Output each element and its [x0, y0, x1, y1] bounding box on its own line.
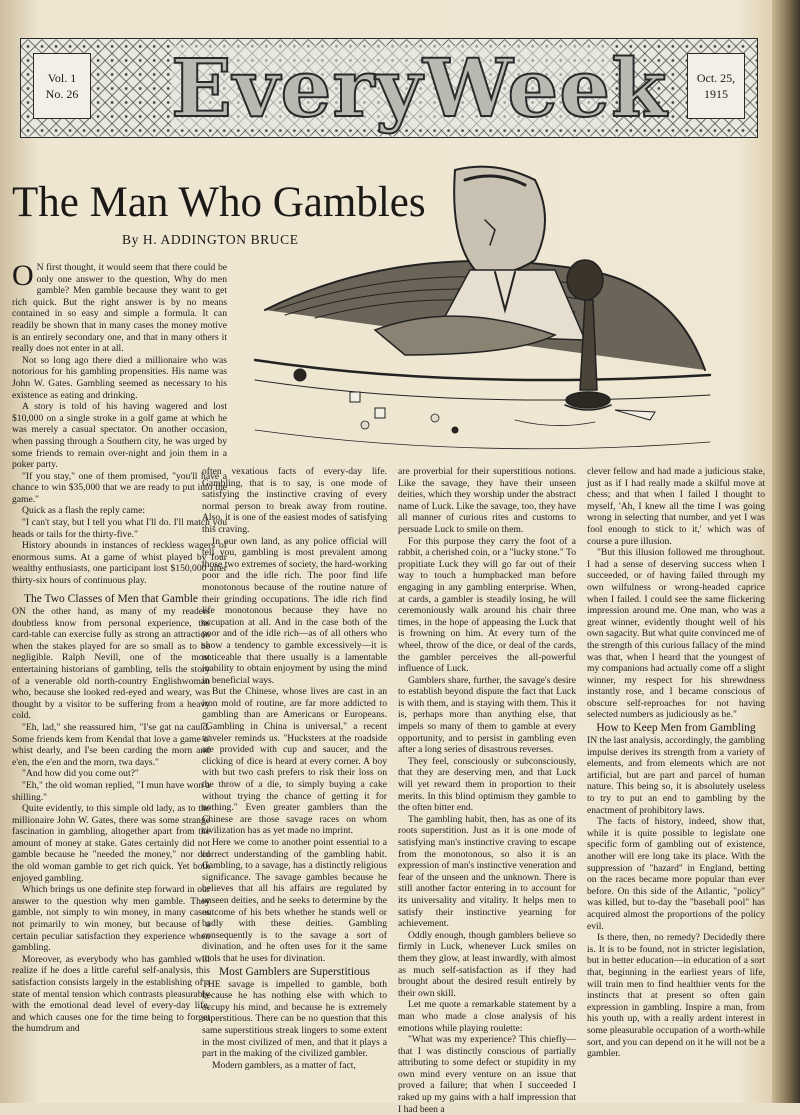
paragraph: "What was my experience? This chiefly—that I was distinctly conscious of partially attributing to some defect or stupidity in my own mind every venture on an issue that proved a failure; that when I succeeded I raked up my gains with a half impression that I had been a: [398, 1034, 576, 1115]
issue-date-year: 1915: [704, 87, 728, 101]
paragraph: The facts of history, indeed, show that, while it is quite possible to legislate one specific form of gambling out of existence, another will ere long take its place. With the suppression of "hazard" in England, betting on the races became more popular than ever before. On this side of the Atlantic, "policy" was killed, but to-day the "baseball pool" has acquired almost the proportions of the policy evil.: [587, 816, 765, 932]
volume-box: [33, 53, 91, 119]
article-title: The Man Who Gambles: [12, 179, 426, 226]
paragraph: But the Chinese, whose lives are cast in an iron mold of routine, are far more addicted to gambling than are Americans or Europeans. "Gambling in China is universal," a recent traveler reminds us. "Hucksters at the roadside are provided with cup and saucer, and the clicking of dice is heard at every corner. A boy with but two cash prefers to risk their loss on the throw of a die, to simply buying a cake without trying the chance of getting it for nothing." Even greater gamblers than the Chinese are those savage races on whom civilization has as yet made no imprint.: [202, 686, 387, 837]
paragraph: Gamblers share, further, the savage's desire to establish beyond dispute the fact that Luck is with them, and is staying with them. This it is, perhaps more than anything else, that impels so many of them to gamble at every opportunity, and to persist in gambling even after a long series of disastrous reverses.: [398, 674, 576, 756]
paragraph: "I can't stay, but I tell you what I'll do. I'll match you heads or tails for the thirty-five.": [12, 517, 227, 540]
paragraph: Let me quote a remarkable statement by a man who made a close analysis of his emotions while playing roulette:: [398, 999, 576, 1034]
section-heading: Most Gamblers are Superstitious: [218, 965, 371, 978]
paragraph: In our own land, as any police official will tell you, gambling is most prevalent among those two extremes of society, the hard-working poor and the idle rich. The poor find life monotonous because of the routine nature of their grinding occupations. The idle rich find life monotonous because they have no occupation at all. And in the case both of the poor and of the idle rich—as of all others who show a tendency to gamble excessively—it is noticeable that there usually is a lamentable inability to obtain enjoyment by using the mind in beneficial ways.: [202, 535, 387, 686]
magazine-title: EveryWeek: [171, 41, 668, 135]
masthead: [20, 38, 758, 138]
section-heading: The Two Classes of Men that Gamble: [23, 593, 198, 605]
paragraph: "Eh," the old woman replied, "I mun have won a shilling.": [12, 779, 210, 803]
paragraph: Moreover, as everybody who has gambled will realize if he does a little careful self-analysis, this satisfaction consists largely in the establishing of a state of mental tension which contrasts pleasurably with the emotional dead level of every-day life, and which causes one for the time being to forget the humdrum and: [12, 953, 210, 1035]
paragraph: For this purpose they carry the foot of a rabbit, a cherished coin, or a "lucky stone." To propitiate Luck they will go far out of their way to touch a humpbacked man before engaging in any gambling enterprise. When, at cards, a gambler is steadily losing, he will ceremoniously walk around his chair three times, in the hope of appeasing the Luck that is frowning on him. At every turn of the wheel, throw of the dice, or deal of the cards, the gambler perceives the all-powerful influence of Luck.: [398, 535, 576, 675]
paragraph: Quite evidently, to this simple old lady, as to the millionaire John W. Gates, there was some strange fascination in gambling, altogether apart from the amount of money at stake. Gates certainly did not gamble because he "needed the money," nor did the old woman gamble to get rich quick. Yet both enjoyed gambling.: [12, 803, 210, 884]
paragraph: "But this illusion followed me throughout. I had a sense of deserving success when I succeeded, or of having failed through my own wilfulness or wrong-headed caprice when I failed. I could see the same flickering impression around me. One man, who was a great winner, evidently thought well of his own sagacity. But what quite convinced me of the strength of this curious fallacy of the mind was that, when I heard that the youngest of my companions had actually come off a slight winner, my respect for his shrewdness instantly rose, and I became conscious of obscure self-reproaches for not having selected numbers as judiciously as he.": [587, 547, 765, 721]
paragraph: "And how did you come out?": [22, 768, 139, 780]
paragraph: clever fellow and had made a judicious stake, just as if I had really made a skilful move at chess; and that when I failed I thought to myself, 'Ah, I knew all the time I was going wrong in selecting that number, and yet I was fool enough to stick to it,' which was of course a pure illusion.: [587, 466, 765, 547]
gambler-illustration: [255, 160, 710, 465]
paragraph: "If you stay," one of them promised, "you'll have a chance to win $35,000 that we are ready to put into the game.": [12, 470, 227, 505]
paragraph: "Eh, lad," she reassured him, "I'se gat na cauld. Some friends kem from Kendal that love a game o' whist dearly, and I'se been carding the morn and e'en, the e'en and the morn, twa days.": [12, 721, 210, 768]
column-1-lower: [12, 592, 210, 1102]
paragraph: History abounds in instances of reckless wagers of enormous sums. At a game of whist played by four wealthy enthusiasts, one participant lost $150,000 after thirty-six hours of continuous play.: [12, 540, 227, 587]
issue-date-day: Oct. 25,: [696, 71, 736, 85]
paragraph: A story is told of his having wagered and lost $10,000 on a single stroke in a golf game at which he was merely a casual spectator. On another occasion, when passing through a Southern city, he was urged by some friends to remain over-night and join them in a poker party.: [12, 401, 227, 471]
paragraph: often vexatious facts of every-day life. Gambling, that is to say, is one mode of satisfying the instinctive craving of every normal person to break away from routine. Also, it is one of the easiest modes of satisfying this craving.: [202, 466, 387, 535]
paragraph: Oddly enough, though gamblers believe so firmly in Luck, whenever Luck smiles on them they glow, at least inwardly, with almost as much self-satisfaction as if they had brought about the desired result entirely by their own skill.: [398, 929, 576, 999]
paragraph: ON the other hand, as many of my readers doubtless know from personal experience, the card-table can exercise fully as strong an attraction when the stakes played for are so small as to be negligible. Ralph Nevill, one of the most entertaining historians of gambling, tells the story of a venerable old north-country Englishwoman who, because she looked red-eyed and weary, was thought by a visitor to be suffering from a heavy cold.: [12, 606, 210, 722]
paragraph: THE savage is impelled to gamble, both because he has nothing else with which to occupy his mind, and because he is extremely superstitious. There can be no question that this same superstitious streak lingers to some extent in the most civilized of men, and that it plays a part in the making of the civilized gambler.: [202, 978, 387, 1060]
section-heading: How to Keep Men from Gambling: [596, 722, 756, 735]
paragraph: The gambling habit, then, has as one of its roots superstition. Just as it is one mode of satisfying man's instinctive craving to escape from the monotonous, so also it is an expression of man's instinctive veneration and fear of the unseen and the unknown. There is still another factor entering in to account for its universality and vitality. It helps men to satisfy their instinctive yearning for achievement.: [398, 813, 576, 930]
paragraph: Here we come to another point essential to a correct understanding of the gambling habit. Gambling, to a savage, has a distinctly religious significance. The savage gambles because he believes that all his affairs are regulated by unseen deities, and he seeks to determine by the outcome of his bets whether he stands well or badly with these deities. Gambling consequently is to the savage a sort of divination, and he often uses for it the same tools that he uses for divination.: [202, 837, 387, 964]
paragraph: Is there, then, no remedy? Decidedly there is. It is to be found, not in stricter legislation, but in better education—in education of a sort that, beginning in the earliest years of life, will train men to find healthier vents for the instincts that at present so often gain expression in gambling. Inspire a man, from his youth up, with a really ardent interest in some pleasurable occupation of a worth-while sort, and you can depend on it he will not be a gambler.: [587, 932, 765, 1060]
column-1-upper: [12, 259, 227, 587]
article-byline: By H. ADDINGTON BRUCE: [122, 232, 299, 247]
paragraph: Not so long ago there died a millionaire who was notorious for his gambling propensities. His name was John W. Gates. Gambling seemed as necessary to his existence as eating and drinking.: [12, 354, 227, 401]
paragraph: are proverbial for their superstitious notions. Like the savage, they have their unseen deities, which they worship under the abstract name of Luck. Like the savage, too, they have all manner of curious rites and customs to persuade Luck to smile on them.: [398, 466, 576, 535]
paragraph: [12, 259, 227, 355]
date-box: [687, 53, 745, 119]
column-4: [587, 466, 765, 1102]
paragraph: Quick as a flash the reply came:: [22, 505, 146, 517]
issue-number: No. 26: [45, 87, 79, 101]
drop-cap: O: [12, 259, 34, 292]
paragraph: Modern gamblers, as a matter of fact,: [212, 1059, 356, 1071]
paragraph: IN the last analysis, accordingly, the gambling impulse derives its strength from a variety of elements, and from elements which are not artificial, but are part and parcel of human nature. This being so, it is absolutely useless to try to put an end to gambling by the enactment of prohibitory laws.: [587, 735, 765, 816]
volume-number: Vol. 1: [47, 71, 77, 85]
column-2: [202, 466, 387, 1102]
paragraph: They feel, consciously or subconsciously, that they are deserving men, and that Luck will yet reward them in proportion to their merits. In this blind optimism they gamble to the often bitter end.: [398, 755, 576, 814]
book-spine: [772, 0, 800, 1103]
paragraph-text: N first thought, it would seem that there could be only one answer to the question, Why do men gamble? Men gamble because they want to get rich quick. But the right answer is by no means contained in so easy and simple a formula. It can readily be shown that in many cases the money motive is an entirely secondary one, and that in many others it really does not enter in at all.: [12, 262, 227, 355]
paragraph: Which brings us one definite step forward in our answer to the question why men gamble. They gamble, not simply to win money, in many cases not primarily to win money, but because of a certain peculiar satisfaction they experience when gambling.: [12, 884, 210, 954]
column-3: [398, 466, 576, 1115]
